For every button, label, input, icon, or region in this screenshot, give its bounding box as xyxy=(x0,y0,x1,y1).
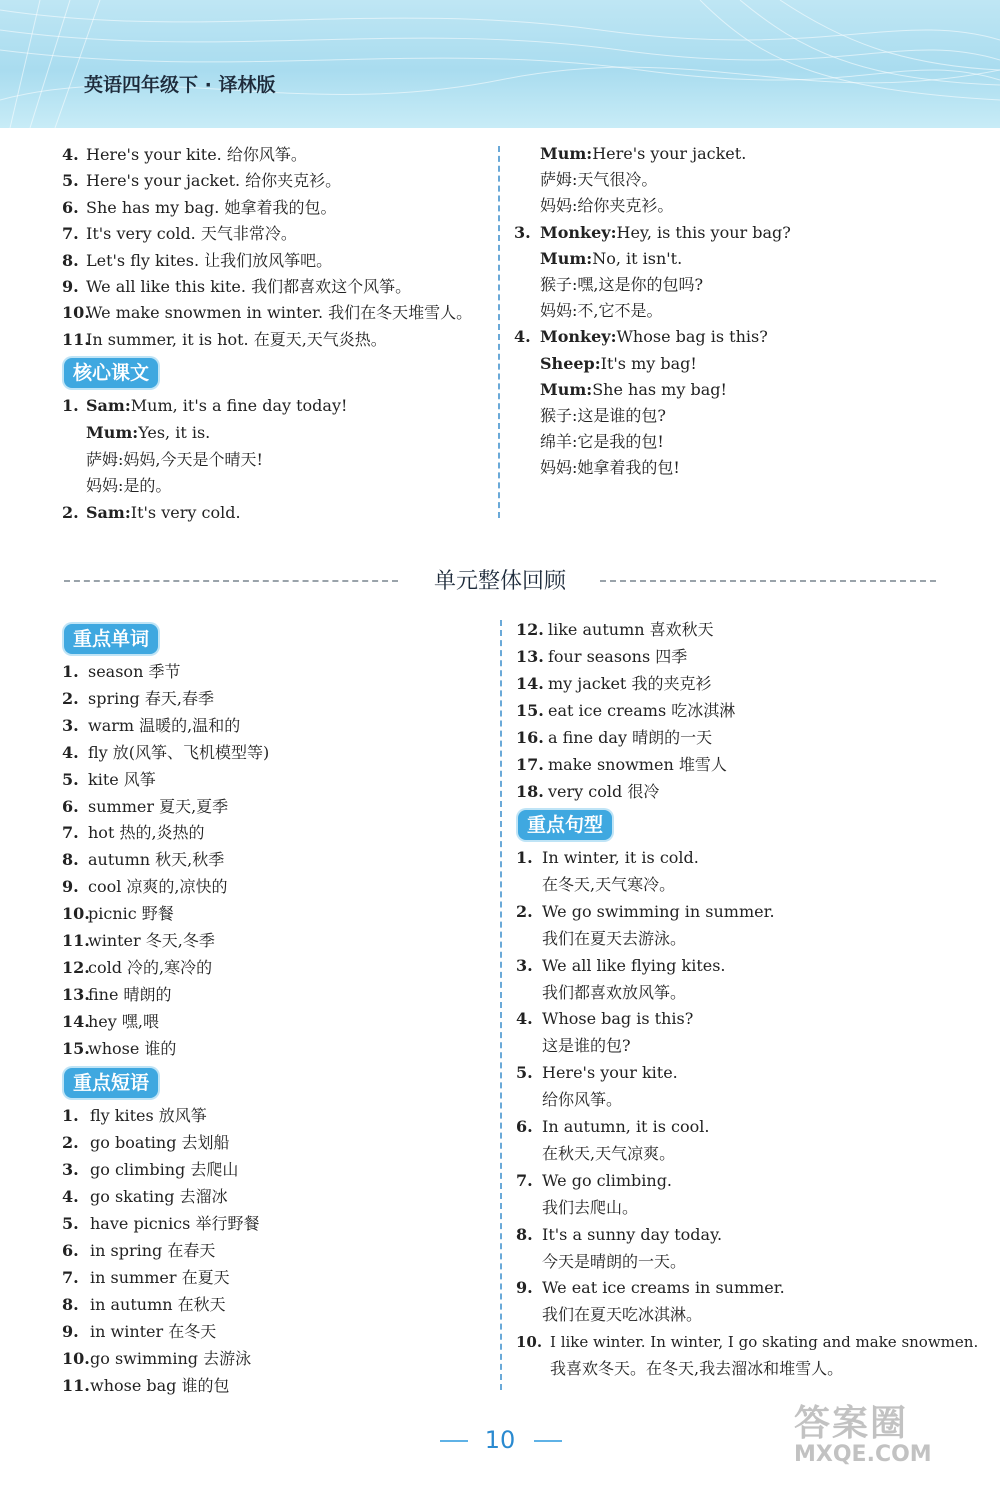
list-item xyxy=(62,145,307,165)
item-number: 8. xyxy=(516,1224,533,1244)
item-number: 5. xyxy=(62,1214,79,1233)
item-number: 9. xyxy=(62,877,79,897)
sentence-chinese: 今天是晴朗的一天。 xyxy=(542,1251,687,1271)
item-number: 6. xyxy=(62,1241,79,1260)
sentence-english: It's a sunny day today. xyxy=(542,1224,723,1244)
key-sentences-tag: 重点句型 xyxy=(518,810,612,840)
dialogue-line xyxy=(514,458,680,478)
phrase-item xyxy=(62,1295,226,1315)
item-text: four seasons 四季 xyxy=(548,647,688,666)
item-number: 6. xyxy=(62,796,79,816)
item-text: whose 谁的 xyxy=(88,1038,177,1058)
item-text: It's my bag! xyxy=(600,353,697,373)
item-text: in summer 在夏天 xyxy=(90,1268,230,1287)
phrase-item xyxy=(62,1349,251,1369)
list-item xyxy=(62,224,297,244)
item-text: 妈妈:不,它不是。 xyxy=(540,301,663,321)
item-number: 5. xyxy=(516,1063,533,1083)
word-item xyxy=(62,770,156,790)
header-pattern-graphic xyxy=(0,0,1000,128)
dialogue-line xyxy=(514,249,682,269)
item-text: cool 凉爽的,凉快的 xyxy=(88,877,228,897)
item-number: 10. xyxy=(516,1333,543,1352)
phrase-item xyxy=(62,1160,238,1180)
phrase-item xyxy=(62,1106,207,1126)
phrase-item xyxy=(516,620,714,640)
item-number: 4. xyxy=(62,145,79,164)
sentence-chinese: 我们在夏天吃冰淇淋。 xyxy=(542,1305,703,1325)
item-number: 11. xyxy=(62,329,90,349)
dialogue-line xyxy=(514,144,746,164)
speaker-label: Mum: xyxy=(540,248,593,268)
item-text: picnic 野餐 xyxy=(88,904,174,924)
item-number: 1. xyxy=(516,848,533,867)
item-text: in winter 在冬天 xyxy=(90,1322,217,1341)
word-item xyxy=(62,716,240,736)
page-number: 10 xyxy=(484,1426,516,1454)
sentence-english: Here's your kite. xyxy=(542,1063,678,1083)
item-number: 7. xyxy=(62,1268,79,1287)
item-number: 8. xyxy=(62,1295,79,1314)
item-number: 3. xyxy=(516,955,533,975)
word-item xyxy=(62,985,172,1005)
core-text-tag: 核心课文 xyxy=(64,358,158,388)
sentence-item xyxy=(516,956,726,976)
dialogue-line xyxy=(62,503,241,523)
phrase-item xyxy=(62,1214,259,1234)
key-phrases-tag: 重点短语 xyxy=(64,1068,158,1098)
item-number: 13. xyxy=(62,984,90,1004)
item-number: 15. xyxy=(516,701,544,720)
item-number: 8. xyxy=(62,850,79,870)
dialogue-line xyxy=(514,196,673,216)
sentence-english: In winter, it is cold. xyxy=(542,848,699,867)
item-text: Here's your jacket. xyxy=(592,144,747,163)
item-number: 14. xyxy=(516,674,544,693)
sentence-item xyxy=(516,1171,672,1191)
word-item xyxy=(62,689,214,709)
word-item xyxy=(62,1039,176,1059)
dialogue-line xyxy=(62,396,347,416)
dialogue-line xyxy=(62,450,263,470)
word-item xyxy=(62,904,174,924)
sentence-chinese: 我们都喜欢放风筝。 xyxy=(542,982,687,1002)
word-item xyxy=(62,931,215,951)
phrase-item xyxy=(516,674,711,694)
item-text: go climbing 去爬山 xyxy=(90,1160,239,1179)
item-number: 7. xyxy=(516,1170,533,1190)
item-text: It's very cold. 天气非常冷。 xyxy=(86,224,297,244)
sentence-item xyxy=(516,902,775,922)
item-text: spring 春天,春季 xyxy=(88,688,214,708)
item-number: 12. xyxy=(62,957,90,977)
item-text: a fine day 晴朗的一天 xyxy=(548,728,713,747)
word-item xyxy=(62,662,180,682)
item-number: 12. xyxy=(516,620,544,639)
item-number: 5. xyxy=(62,769,79,789)
dialogue-line xyxy=(514,354,697,374)
dialogue-line xyxy=(514,406,666,426)
list-item xyxy=(62,171,341,191)
item-number: 4. xyxy=(62,742,79,762)
item-number: 3. xyxy=(62,715,79,735)
sentence-chinese: 给你风筝。 xyxy=(542,1090,623,1110)
item-text: go swimming 去游泳 xyxy=(90,1349,252,1368)
phrase-item xyxy=(516,647,687,667)
item-number: 2. xyxy=(62,1133,79,1152)
item-number: 2. xyxy=(62,503,79,523)
item-text: We all like this kite. 我们都喜欢这个风筝。 xyxy=(86,277,412,296)
phrase-item xyxy=(62,1187,228,1207)
phrase-item xyxy=(62,1376,230,1396)
item-text: warm 温暖的,温和的 xyxy=(88,715,241,735)
item-text: hey 嘿,喂 xyxy=(88,1011,159,1031)
dialogue-line xyxy=(62,476,171,496)
item-text: like autumn 喜欢秋天 xyxy=(548,620,714,639)
item-text: kite 风筝 xyxy=(88,769,156,789)
item-number: 16. xyxy=(516,728,544,747)
list-item xyxy=(62,251,332,271)
item-text: 妈妈:给你夹克衫。 xyxy=(540,196,674,216)
item-text: 猴子:这是谁的包? xyxy=(540,406,666,425)
item-text: autumn 秋天,秋季 xyxy=(88,850,225,870)
sentence-item xyxy=(516,1278,785,1298)
item-text: in spring 在春天 xyxy=(90,1241,216,1260)
list-item xyxy=(62,198,336,218)
item-text: We make snowmen in winter. 我们在冬天堆雪人。 xyxy=(86,303,473,323)
item-number: 8. xyxy=(62,250,79,270)
item-number: 3. xyxy=(62,1160,79,1179)
site-watermark xyxy=(794,1395,932,1467)
item-number: 11. xyxy=(62,1376,90,1395)
item-text: Yes, it is. xyxy=(138,422,211,442)
item-text: She has my bag! xyxy=(592,379,727,399)
sentence-item xyxy=(516,1063,678,1083)
watermark-cn: 答案圈 xyxy=(794,1403,909,1444)
dialogue-line xyxy=(514,223,791,243)
list-item xyxy=(62,277,411,297)
book-title: 英语四年级下 · 译林版 xyxy=(84,74,276,96)
section-rule-right xyxy=(600,580,936,582)
dialogue-line xyxy=(514,380,727,400)
sentence-english: We go swimming in summer. xyxy=(542,901,775,921)
dialogue-line xyxy=(62,423,210,443)
phrase-item xyxy=(62,1322,216,1342)
speaker-label: Monkey: xyxy=(540,327,617,347)
sentence-english: We all like flying kites. xyxy=(542,955,726,975)
phrase-item xyxy=(516,782,659,802)
item-text: eat ice creams 吃冰淇淋 xyxy=(548,701,736,720)
item-number: 7. xyxy=(62,224,79,244)
speaker-label: Mum: xyxy=(540,144,593,163)
item-text: It's very cold. xyxy=(130,503,241,523)
item-number: 9. xyxy=(62,277,79,296)
watermark-en: MXQE.COM xyxy=(794,1442,932,1467)
item-text: fly 放(风筝、飞机模型等) xyxy=(88,742,270,762)
word-item xyxy=(62,743,269,763)
page-header xyxy=(0,0,1000,128)
list-item xyxy=(62,330,387,350)
item-text: Mum, it's a fine day today! xyxy=(130,396,348,415)
sentence-item xyxy=(516,848,699,868)
item-text: whose bag 谁的包 xyxy=(90,1376,230,1395)
word-item xyxy=(62,797,228,817)
item-number: 9. xyxy=(516,1278,533,1298)
sentence-english: We eat ice creams in summer. xyxy=(542,1278,785,1298)
sentence-chinese: 我们在夏天去游泳。 xyxy=(542,928,687,948)
word-item xyxy=(62,958,212,978)
item-number: 6. xyxy=(516,1117,533,1136)
item-number: 7. xyxy=(62,823,79,843)
item-number: 18. xyxy=(516,782,544,801)
dialogue-line xyxy=(514,301,662,321)
sentence-item xyxy=(516,1332,978,1352)
item-text: have picnics 举行野餐 xyxy=(90,1214,260,1233)
item-text: go skating 去溜冰 xyxy=(90,1187,228,1206)
sentence-chinese: 我们去爬山。 xyxy=(542,1197,639,1217)
dialogue-line xyxy=(514,170,657,190)
list-item xyxy=(62,303,472,323)
item-text: cold 冷的,寒冷的 xyxy=(88,957,213,977)
item-text: hot 热的,炎热的 xyxy=(88,823,205,843)
sentence-english: In autumn, it is cool. xyxy=(542,1117,710,1136)
phrase-item xyxy=(516,701,735,721)
item-number: 2. xyxy=(62,688,79,708)
item-number: 1. xyxy=(62,1106,79,1125)
item-number: 10. xyxy=(62,303,90,323)
item-number: 17. xyxy=(516,755,544,774)
sentence-chinese: 这是谁的包? xyxy=(542,1036,631,1056)
item-text: go boating 去划船 xyxy=(90,1133,230,1152)
item-number: 4. xyxy=(62,1187,79,1206)
item-text: in autumn 在秋天 xyxy=(90,1295,226,1314)
sentence-item xyxy=(516,1117,709,1137)
word-item xyxy=(62,1012,159,1032)
item-text: She has my bag. 她拿着我的包。 xyxy=(86,197,337,217)
item-text: Let's fly kites. 让我们放风筝吧。 xyxy=(86,250,333,270)
item-text: 妈妈:是的。 xyxy=(86,476,172,496)
sentence-english: I like winter. In winter, I go skating and make snowmen. xyxy=(550,1333,979,1352)
phrase-item xyxy=(62,1133,230,1153)
speaker-label: Monkey: xyxy=(540,222,617,242)
item-number: 14. xyxy=(62,1011,90,1031)
item-text: winter 冬天,冬季 xyxy=(88,931,215,950)
speaker-label: Sam: xyxy=(86,396,131,415)
word-item xyxy=(62,850,224,870)
sentence-item xyxy=(516,1225,722,1245)
phrase-item xyxy=(62,1268,230,1288)
sentence-item xyxy=(516,1009,693,1029)
item-text: Here's your jacket. 给你夹克衫。 xyxy=(86,171,342,191)
item-text: very cold 很冷 xyxy=(548,782,660,801)
dialogue-line xyxy=(514,275,703,295)
word-item xyxy=(62,877,228,897)
item-number: 2. xyxy=(516,901,533,921)
item-text: No, it isn't. xyxy=(592,248,683,268)
item-text: 萨姆:妈妈,今天是个晴天! xyxy=(86,449,263,469)
item-text: Whose bag is this? xyxy=(616,327,768,347)
speaker-label: Mum: xyxy=(86,422,139,442)
item-text: my jacket 我的夹克衫 xyxy=(548,674,712,693)
item-number: 11. xyxy=(62,931,90,950)
phrase-item xyxy=(516,728,712,748)
item-number: 4. xyxy=(516,1009,533,1029)
item-number: 3. xyxy=(514,222,531,242)
item-text: fly kites 放风筝 xyxy=(90,1106,207,1125)
item-number: 5. xyxy=(62,171,79,191)
sentence-english: We go climbing. xyxy=(542,1170,673,1190)
item-number: 10. xyxy=(62,1349,90,1368)
sentence-chinese: 在秋天,天气凉爽。 xyxy=(542,1143,676,1163)
item-text: 猴子:嘿,这是你的包吗? xyxy=(540,275,704,294)
sentence-chinese: 我喜欢冬天。在冬天,我去溜冰和堆雪人。 xyxy=(550,1359,844,1379)
item-number: 1. xyxy=(62,662,79,681)
item-number: 4. xyxy=(514,327,531,347)
speaker-label: Sheep: xyxy=(540,353,601,373)
item-text: 妈妈:她拿着我的包! xyxy=(540,458,680,478)
item-text: fine 晴朗的 xyxy=(88,984,172,1004)
item-text: Hey, is this your bag? xyxy=(616,222,791,242)
item-number: 15. xyxy=(62,1038,90,1058)
dialogue-line xyxy=(514,432,664,452)
item-text: 绵羊:它是我的包! xyxy=(540,432,664,452)
speaker-label: Sam: xyxy=(86,503,131,523)
item-number: 10. xyxy=(62,904,90,924)
speaker-label: Mum: xyxy=(540,379,593,399)
item-number: 9. xyxy=(62,1322,79,1341)
sentence-chinese: 在冬天,天气寒冷。 xyxy=(542,874,676,894)
item-number: 1. xyxy=(62,396,79,415)
phrase-item xyxy=(516,755,727,775)
column-divider-top xyxy=(498,146,500,518)
key-words-tag: 重点单词 xyxy=(64,624,158,654)
item-text: Here's your kite. 给你风筝。 xyxy=(86,145,307,164)
item-text: 萨姆:天气很冷。 xyxy=(540,170,658,190)
item-number: 13. xyxy=(516,647,544,666)
page-number-rule-right xyxy=(534,1440,562,1442)
sentence-english: Whose bag is this? xyxy=(542,1009,694,1029)
dialogue-line xyxy=(514,327,768,347)
review-section-title: 单元整体回顾 xyxy=(433,569,566,594)
phrase-item xyxy=(62,1241,215,1261)
item-number: 6. xyxy=(62,197,79,217)
word-item xyxy=(62,823,205,843)
item-text: season 季节 xyxy=(88,662,181,681)
item-text: In summer, it is hot. 在夏天,天气炎热。 xyxy=(86,329,387,349)
column-divider-bottom xyxy=(500,620,502,1390)
item-text: summer 夏天,夏季 xyxy=(88,796,229,816)
item-text: make snowmen 堆雪人 xyxy=(548,755,727,774)
